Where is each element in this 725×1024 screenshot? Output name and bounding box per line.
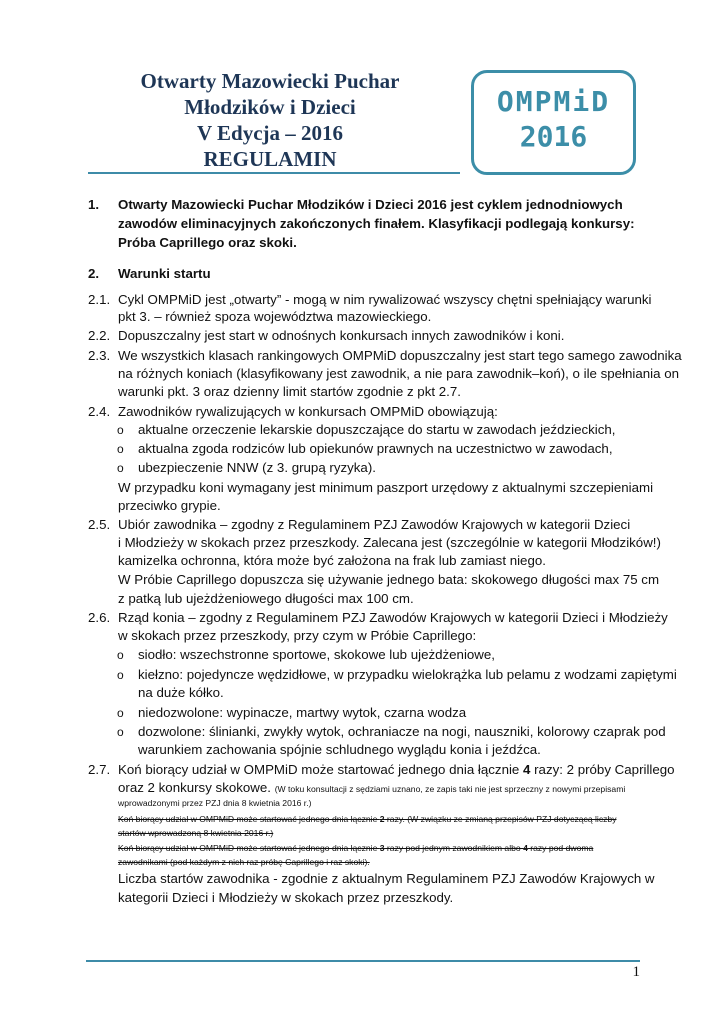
paragraph-text: Dopuszczalny jest start w odnośnych konkursach innych zawodników i koni. xyxy=(118,328,565,343)
title-line: Otwarty Mazowiecki Puchar xyxy=(140,69,400,93)
paragraph-text: pkt 3. – również spoza województwa mazowieckiego. xyxy=(118,309,432,324)
paragraph-text: kamizelka ochronna, która może być założona na frak lub zamiast niego. xyxy=(118,553,546,568)
paragraph-number: 2.2. xyxy=(88,328,111,343)
title-divider xyxy=(88,172,460,174)
text-run: Koń biorący udział w OMPMiD może startować jednego dnia łącznie xyxy=(118,762,524,777)
list-item: warunkiem zachowania spójnie schludnego wyglądu konia i jeźdźca. xyxy=(138,742,541,757)
paragraph-text xyxy=(118,778,625,797)
consultation-note: wprowadzonymi przez PZJ dnia 8 kwietnia 2016 r.) xyxy=(118,798,312,808)
paragraph-text: kategorii Dzieci i Młodzieży w skokach przez przeszkody. xyxy=(118,890,454,905)
text-run: Koń biorący udział w OMPMiD może startować jednego dnia łącznie xyxy=(118,814,380,824)
list-item: dozwolone: ślinianki, zwykły wytok, ochraniacze na nogi, nauszniki, kolorowy czaprak pod xyxy=(138,724,666,739)
bullet-icon: o xyxy=(117,668,124,682)
section-text: Otwarty Mazowiecki Puchar Młodzików i Dzieci 2016 jest cyklem jednodniowych xyxy=(118,197,623,212)
text-run: Koń biorący udział w OMPMiD może startować jednego dnia łącznie xyxy=(118,843,380,853)
document-title xyxy=(100,68,440,172)
text-run: razy. (W związku ze zmianą przepisów PZJ dotyczącą liczby xyxy=(384,814,617,824)
logo-year: 2016 xyxy=(519,120,588,153)
paragraph-text: w skokach przez przeszkody, przy czym w Próbie Caprillego: xyxy=(118,628,477,643)
paragraph-number: 2.3. xyxy=(88,348,111,363)
title-line: REGULAMIN xyxy=(203,147,337,171)
struck-text xyxy=(118,842,593,855)
paragraph-number: 2.7. xyxy=(88,762,111,777)
section-text: Próba Caprillego oraz skoki. xyxy=(118,235,297,250)
paragraph-number: 2.6. xyxy=(88,610,111,625)
paragraph-text: Zawodników rywalizujących w konkursach OMPMiD obowiązują: xyxy=(118,404,498,419)
bullet-icon: o xyxy=(117,461,124,475)
ompmid-logo xyxy=(471,70,636,175)
bullet-icon: o xyxy=(117,423,124,437)
text-run: 3 xyxy=(379,843,385,853)
paragraph-number: 2.1. xyxy=(88,292,111,307)
paragraph-text: z patką lub ujeżdżeniowego długości max 100 cm. xyxy=(118,591,414,606)
section-heading: Warunki startu xyxy=(118,266,211,281)
list-item: siodło: wszechstronne sportowe, skokowe lub ujeżdżeniowe, xyxy=(138,647,495,662)
list-item: aktualna zgoda rodziców lub opiekunów prawnych na uczestnictwo w zawodach, xyxy=(138,441,613,456)
paragraph-text: na różnych koniach (klasyfikowany jest zawodnik, a nie para zawodnik–koń), o ile spełniania on xyxy=(118,366,679,381)
paragraph-text: Cykl OMPMiD jest „otwarty” - mogą w nim rywalizować wszyscy chętni spełniający warunki xyxy=(118,292,652,307)
section-number: 1. xyxy=(88,197,100,212)
list-item: niedozwolone: wypinacze, martwy wytok, czarna wodza xyxy=(138,705,467,720)
list-item: kiełzno: pojedyncze wędzidłowe, w przypadku wielokrążka lub pelamu z wodzami zapiętymi xyxy=(138,667,677,682)
paragraph-number: 2.5. xyxy=(88,517,111,532)
start-count: 4 xyxy=(523,762,531,777)
title-line: V Edycja – 2016 xyxy=(196,121,344,145)
text-run: 2 xyxy=(379,814,385,824)
bullet-icon: o xyxy=(117,725,124,739)
text-run: oraz 2 konkursy skokowe. xyxy=(118,780,275,795)
text-run: razy pod dwoma xyxy=(527,843,594,853)
bullet-icon: o xyxy=(117,442,124,456)
consultation-note: (W toku konsultacji z sędziami uznano, ze zapis taki nie jest sprzeczny z nowymi przepisami xyxy=(274,784,626,794)
paragraph-text: warunki pkt. 3 oraz dzienny limit startów zgodnie z pkt 2.7. xyxy=(118,384,461,399)
text-run: 4 xyxy=(523,843,528,853)
bullet-icon: o xyxy=(117,648,124,662)
paragraph-text xyxy=(118,760,675,779)
list-item: aktualne orzeczenie lekarskie dopuszczające do startu w zawodach jeździeckich, xyxy=(138,422,616,437)
paragraph-text: przeciwko grypie. xyxy=(118,498,221,513)
title-line: Młodzików i Dzieci xyxy=(184,95,356,119)
list-item: na duże kółko. xyxy=(138,685,224,700)
list-item: ubezpieczenie NNW (z 3. grupą ryzyka). xyxy=(138,460,376,475)
paragraph-text: W przypadku koni wymagany jest minimum paszport urzędowy z aktualnymi szczepieniami xyxy=(118,480,654,495)
struck-text: zawodnikami (pod każdym z nich raz próbę Caprillego i raz skoki). xyxy=(118,857,370,867)
struck-text xyxy=(118,813,617,826)
paragraph-text: Rząd konia – zgodny z Regulaminem PZJ Zawodów Krajowych w kategorii Dzieci i Młodzieży xyxy=(118,610,668,625)
bullet-icon: o xyxy=(117,706,124,720)
paragraph-text: Ubiór zawodnika – zgodny z Regulaminem PZJ Zawodów Krajowych w kategorii Dzieci xyxy=(118,517,631,532)
section-number: 2. xyxy=(88,266,100,281)
text-run: razy: 2 próby Caprillego xyxy=(530,762,675,777)
footer-divider xyxy=(86,960,640,962)
section-text: zawodów eliminacyjnych zakończonych finałem. Klasyfikacji podlegają konkursy: xyxy=(118,216,635,231)
paragraph-text: We wszystkich klasach rankingowych OMPMiD dopuszczalny jest start tego samego zawodnika xyxy=(118,348,682,363)
paragraph-text: W Próbie Caprillego dopuszcza się używanie jednego bata: skokowego długości max 75 cm xyxy=(118,572,660,587)
struck-text: startów wprowadzoną 8 kwietnia 2016 r.) xyxy=(118,828,274,838)
text-run: razy pod jednym zawodnikiem albo xyxy=(384,843,524,853)
paragraph-text: i Młodzieży w skokach przez przeszkody. Zalecana jest (szczególnie w kategorii Młodzików!) xyxy=(118,535,661,550)
paragraph-text: Liczba startów zawodnika - zgodnie z aktualnym Regulaminem PZJ Zawodów Krajowych w xyxy=(118,871,655,886)
paragraph-number: 2.4. xyxy=(88,404,111,419)
page-number: 1 xyxy=(632,964,640,980)
logo-text: OMPMiD xyxy=(496,85,611,118)
